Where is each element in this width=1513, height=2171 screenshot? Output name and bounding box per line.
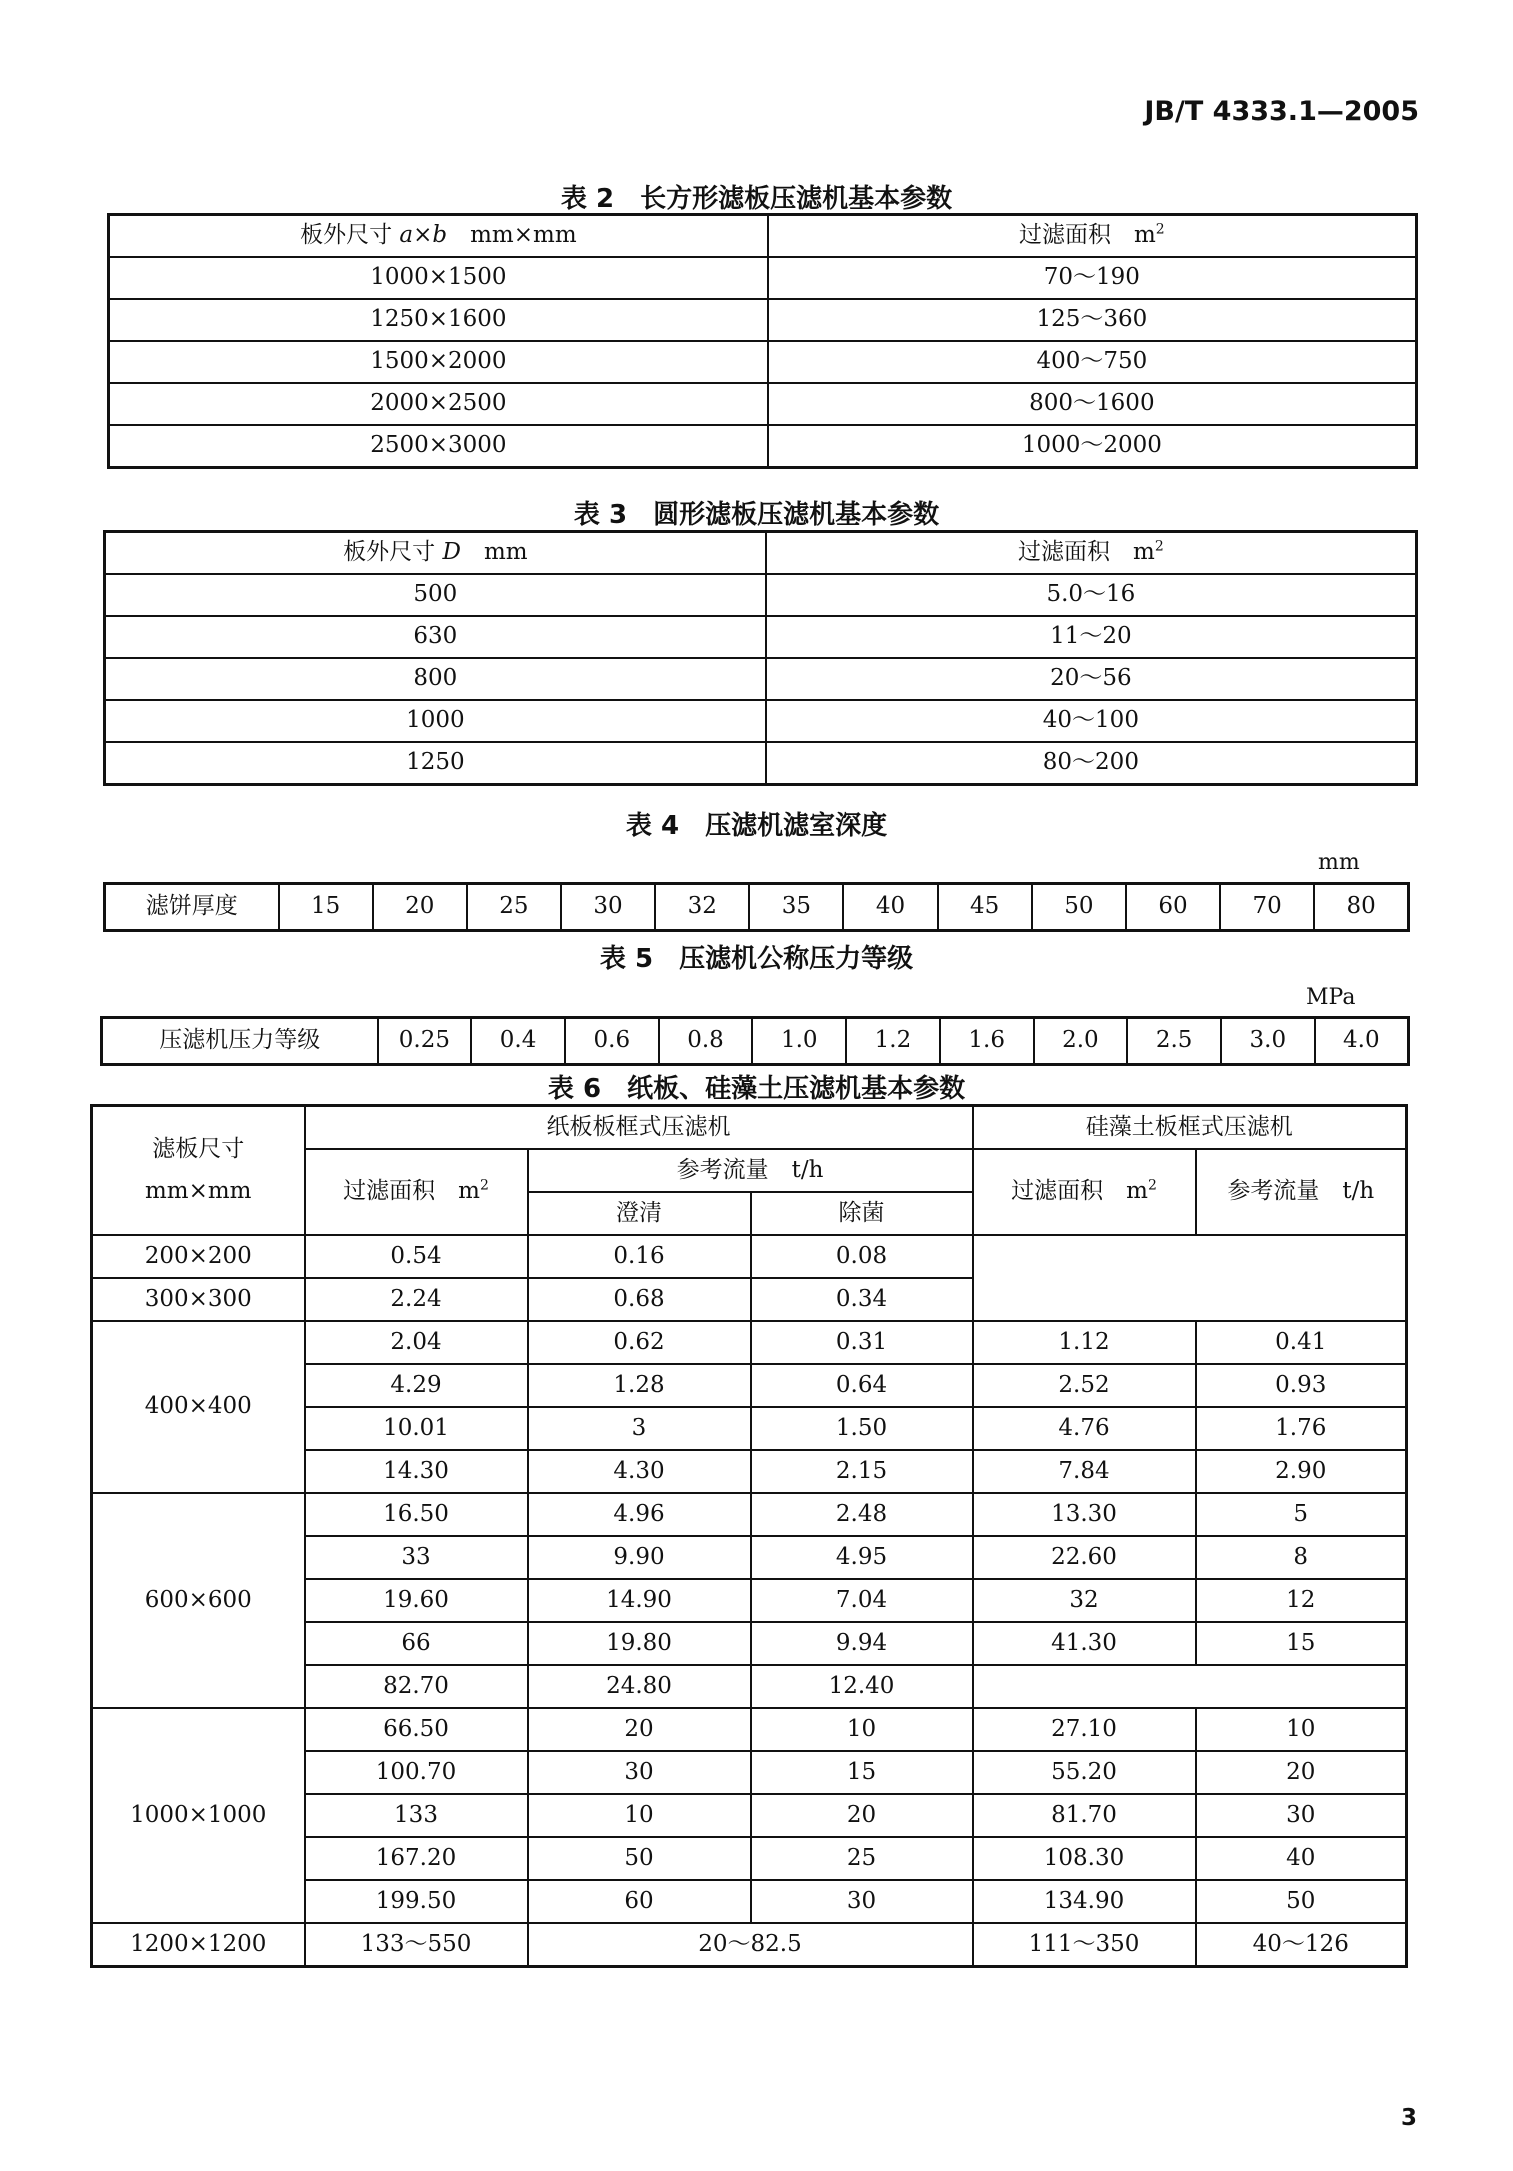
table-row bbox=[92, 1321, 1407, 1364]
cell: 1000～2000 bbox=[768, 425, 1417, 468]
cell: 400～750 bbox=[768, 341, 1417, 383]
size-cell: 300×300 bbox=[92, 1278, 305, 1321]
table2-col2-header: 过滤面积 $m^2$ bbox=[768, 215, 1417, 258]
cell: 25 bbox=[467, 884, 561, 931]
table4-caption: 表 4 压滤机滤室深度 bbox=[625, 811, 888, 841]
cell: 2500×3000 bbox=[109, 425, 768, 468]
empty-cell bbox=[973, 1665, 1407, 1708]
cell: 30 bbox=[751, 1880, 973, 1923]
cell: 5.0～16 bbox=[766, 574, 1417, 616]
table3-header-row bbox=[105, 532, 1417, 575]
table-row bbox=[109, 383, 1417, 425]
cell: 20 bbox=[1196, 1751, 1407, 1794]
cell: 4.96 bbox=[528, 1493, 751, 1536]
table5-unit: MPa bbox=[1306, 985, 1356, 1010]
cell: 14.90 bbox=[528, 1579, 751, 1622]
size-cell: 1200×1200 bbox=[92, 1923, 305, 1967]
cell: 30 bbox=[1196, 1794, 1407, 1837]
table4 bbox=[103, 882, 1410, 932]
cell: 125～360 bbox=[768, 299, 1417, 341]
cell: 4.29 bbox=[305, 1364, 528, 1407]
table2-col1-header: 板外尺寸 a×b mm×mm bbox=[109, 215, 768, 258]
cell: 20～82.5 bbox=[528, 1923, 973, 1967]
cell: 100.70 bbox=[305, 1751, 528, 1794]
cell: 12.40 bbox=[751, 1665, 973, 1708]
size-cell: 400×400 bbox=[92, 1321, 305, 1493]
table3-col1-header: 板外尺寸 D mm bbox=[105, 532, 766, 575]
table3-col2-header: 过滤面积 $m^2$ bbox=[766, 532, 1417, 575]
size-cell: 1000×1000 bbox=[92, 1708, 305, 1923]
cell: 19.60 bbox=[305, 1579, 528, 1622]
cell: 66.50 bbox=[305, 1708, 528, 1751]
cell: 4.76 bbox=[973, 1407, 1196, 1450]
table-row bbox=[109, 257, 1417, 299]
cell: 70 bbox=[1220, 884, 1314, 931]
cell: 1500×2000 bbox=[109, 341, 768, 383]
cell: 20 bbox=[751, 1794, 973, 1837]
table-row bbox=[105, 616, 1417, 658]
table6-size-header bbox=[92, 1106, 305, 1236]
table-row bbox=[109, 341, 1417, 383]
cell: 50 bbox=[1196, 1880, 1407, 1923]
cell: 2.48 bbox=[751, 1493, 973, 1536]
size-cell: 200×200 bbox=[92, 1235, 305, 1278]
cell: 15 bbox=[751, 1751, 973, 1794]
cell: 500 bbox=[105, 574, 766, 616]
cell: 2000×2500 bbox=[109, 383, 768, 425]
cell: 133～550 bbox=[305, 1923, 528, 1967]
cell: 27.10 bbox=[973, 1708, 1196, 1751]
cell: 40 bbox=[1196, 1837, 1407, 1880]
table2-caption: 表 2 长方形滤板压滤机基本参数 bbox=[560, 184, 953, 214]
table-row bbox=[92, 1923, 1407, 1967]
cell: 2.52 bbox=[973, 1364, 1196, 1407]
cell: 55.20 bbox=[973, 1751, 1196, 1794]
cell: 1250 bbox=[105, 742, 766, 785]
cell: 20 bbox=[373, 884, 467, 931]
cell: 20 bbox=[528, 1708, 751, 1751]
table6-dia-flow-header: 参考流量 t/h bbox=[1196, 1149, 1407, 1235]
cell: 0.41 bbox=[1196, 1321, 1407, 1364]
cell: 45 bbox=[938, 884, 1032, 931]
cell: 0.62 bbox=[528, 1321, 751, 1364]
table6-dia-area-header: 过滤面积 $m^2$ bbox=[973, 1149, 1196, 1235]
cell: 7.04 bbox=[751, 1579, 973, 1622]
cell: 111～350 bbox=[973, 1923, 1196, 1967]
cell: 2.15 bbox=[751, 1450, 973, 1493]
cell: 4.30 bbox=[528, 1450, 751, 1493]
cell: 12 bbox=[1196, 1579, 1407, 1622]
cell: 15 bbox=[279, 884, 373, 931]
table6-area-header: 过滤面积 $m^2$ bbox=[305, 1149, 528, 1235]
table6-size-header-line1: 滤板尺寸 bbox=[152, 1135, 245, 1162]
table-row bbox=[109, 299, 1417, 341]
cell: 1.12 bbox=[973, 1321, 1196, 1364]
cell: 40～126 bbox=[1196, 1923, 1407, 1967]
table6-diatomite-header: 硅藻土板框式压滤机 bbox=[973, 1106, 1407, 1150]
table6-clarify-header: 澄清 bbox=[528, 1192, 751, 1235]
cell: 0.34 bbox=[751, 1278, 973, 1321]
table6-flow-header: 参考流量 t/h bbox=[528, 1149, 973, 1192]
cell: 80～200 bbox=[766, 742, 1417, 785]
cell: 15 bbox=[1196, 1622, 1407, 1665]
cell: 9.90 bbox=[528, 1536, 751, 1579]
cell: 70～190 bbox=[768, 257, 1417, 299]
table-row bbox=[102, 1018, 1409, 1065]
cell: 1000×1500 bbox=[109, 257, 768, 299]
cell: 9.94 bbox=[751, 1622, 973, 1665]
cell: 0.54 bbox=[305, 1235, 528, 1278]
cell: 199.50 bbox=[305, 1880, 528, 1923]
table6-caption: 表 6 纸板、硅藻土压滤机基本参数 bbox=[547, 1074, 966, 1104]
cell: 10 bbox=[1196, 1708, 1407, 1751]
cell: 30 bbox=[528, 1751, 751, 1794]
cell: 25 bbox=[751, 1837, 973, 1880]
table-row bbox=[105, 658, 1417, 700]
cell: 0.93 bbox=[1196, 1364, 1407, 1407]
table6-header-row-1 bbox=[92, 1106, 1407, 1150]
cell: 10 bbox=[528, 1794, 751, 1837]
cell: 50 bbox=[528, 1837, 751, 1880]
cell: 30 bbox=[561, 884, 655, 931]
cell: 1000 bbox=[105, 700, 766, 742]
cell: 60 bbox=[1126, 884, 1220, 931]
cell: 1250×1600 bbox=[109, 299, 768, 341]
cell: 0.16 bbox=[528, 1235, 751, 1278]
cell: 800～1600 bbox=[768, 383, 1417, 425]
cell: 3.0 bbox=[1221, 1018, 1315, 1065]
cell: 60 bbox=[528, 1880, 751, 1923]
cell: 20～56 bbox=[766, 658, 1417, 700]
table-row bbox=[92, 1493, 1407, 1536]
cell: 0.31 bbox=[751, 1321, 973, 1364]
cell: 50 bbox=[1032, 884, 1126, 931]
cell: 22.60 bbox=[973, 1536, 1196, 1579]
cell: 167.20 bbox=[305, 1837, 528, 1880]
table3 bbox=[103, 530, 1418, 786]
cell: 133 bbox=[305, 1794, 528, 1837]
table-row bbox=[105, 884, 1409, 931]
cell: 1.6 bbox=[940, 1018, 1034, 1065]
cell: 40 bbox=[843, 884, 937, 931]
table-row bbox=[92, 1235, 1407, 1278]
cell: 4.95 bbox=[751, 1536, 973, 1579]
cell: 24.80 bbox=[528, 1665, 751, 1708]
table4-unit: mm bbox=[1318, 850, 1360, 875]
table-row bbox=[105, 700, 1417, 742]
cell: 32 bbox=[973, 1579, 1196, 1622]
cell: 11～20 bbox=[766, 616, 1417, 658]
table-row bbox=[105, 574, 1417, 616]
cell: 13.30 bbox=[973, 1493, 1196, 1536]
cell: 134.90 bbox=[973, 1880, 1196, 1923]
page-number: 3 bbox=[1400, 2105, 1417, 2131]
cell: 10 bbox=[751, 1708, 973, 1751]
cell: 7.84 bbox=[973, 1450, 1196, 1493]
cell: 0.4 bbox=[471, 1018, 565, 1065]
cell: 0.25 bbox=[378, 1018, 472, 1065]
cell: 2.0 bbox=[1034, 1018, 1128, 1065]
cell: 33 bbox=[305, 1536, 528, 1579]
cell: 19.80 bbox=[528, 1622, 751, 1665]
cell: 66 bbox=[305, 1622, 528, 1665]
cell: 2.04 bbox=[305, 1321, 528, 1364]
cell: 3 bbox=[528, 1407, 751, 1450]
cell: 1.28 bbox=[528, 1364, 751, 1407]
cell: 1.50 bbox=[751, 1407, 973, 1450]
cell: 82.70 bbox=[305, 1665, 528, 1708]
cell: 108.30 bbox=[973, 1837, 1196, 1880]
cell: 5 bbox=[1196, 1493, 1407, 1536]
table-row bbox=[109, 425, 1417, 468]
cell: 8 bbox=[1196, 1536, 1407, 1579]
cell: 4.0 bbox=[1315, 1018, 1409, 1065]
table3-caption: 表 3 圆形滤板压滤机基本参数 bbox=[573, 500, 940, 530]
table-row bbox=[105, 742, 1417, 785]
cell: 0.8 bbox=[659, 1018, 753, 1065]
cell: 81.70 bbox=[973, 1794, 1196, 1837]
cell: 32 bbox=[655, 884, 749, 931]
cell: 0.68 bbox=[528, 1278, 751, 1321]
cell: 630 bbox=[105, 616, 766, 658]
cell: 16.50 bbox=[305, 1493, 528, 1536]
table2 bbox=[107, 213, 1418, 469]
table6-paper-header: 纸板板框式压滤机 bbox=[305, 1106, 973, 1150]
table5-label: 压滤机压力等级 bbox=[102, 1018, 378, 1065]
table6-sterile-header: 除菌 bbox=[751, 1192, 973, 1235]
table5-caption: 表 5 压滤机公称压力等级 bbox=[599, 944, 914, 974]
table6-size-header-line2: mm×mm bbox=[144, 1177, 252, 1204]
cell: 0.6 bbox=[565, 1018, 659, 1065]
empty-cell bbox=[973, 1235, 1407, 1321]
table6 bbox=[90, 1104, 1408, 1968]
cell: 10.01 bbox=[305, 1407, 528, 1450]
cell: 1.0 bbox=[752, 1018, 846, 1065]
cell: 0.64 bbox=[751, 1364, 973, 1407]
cell: 40～100 bbox=[766, 700, 1417, 742]
table5 bbox=[100, 1016, 1410, 1066]
document-code: JB/T 4333.1—2005 bbox=[1144, 96, 1419, 127]
cell: 41.30 bbox=[973, 1622, 1196, 1665]
cell: 14.30 bbox=[305, 1450, 528, 1493]
cell: 35 bbox=[749, 884, 843, 931]
cell: 2.5 bbox=[1127, 1018, 1221, 1065]
cell: 800 bbox=[105, 658, 766, 700]
size-cell: 600×600 bbox=[92, 1493, 305, 1708]
cell: 2.90 bbox=[1196, 1450, 1407, 1493]
cell: 1.2 bbox=[846, 1018, 940, 1065]
table-row bbox=[92, 1708, 1407, 1751]
cell: 80 bbox=[1314, 884, 1408, 931]
cell: 0.08 bbox=[751, 1235, 973, 1278]
table4-label: 滤饼厚度 bbox=[105, 884, 279, 931]
table2-header-row bbox=[109, 215, 1417, 258]
cell: 2.24 bbox=[305, 1278, 528, 1321]
cell: 1.76 bbox=[1196, 1407, 1407, 1450]
